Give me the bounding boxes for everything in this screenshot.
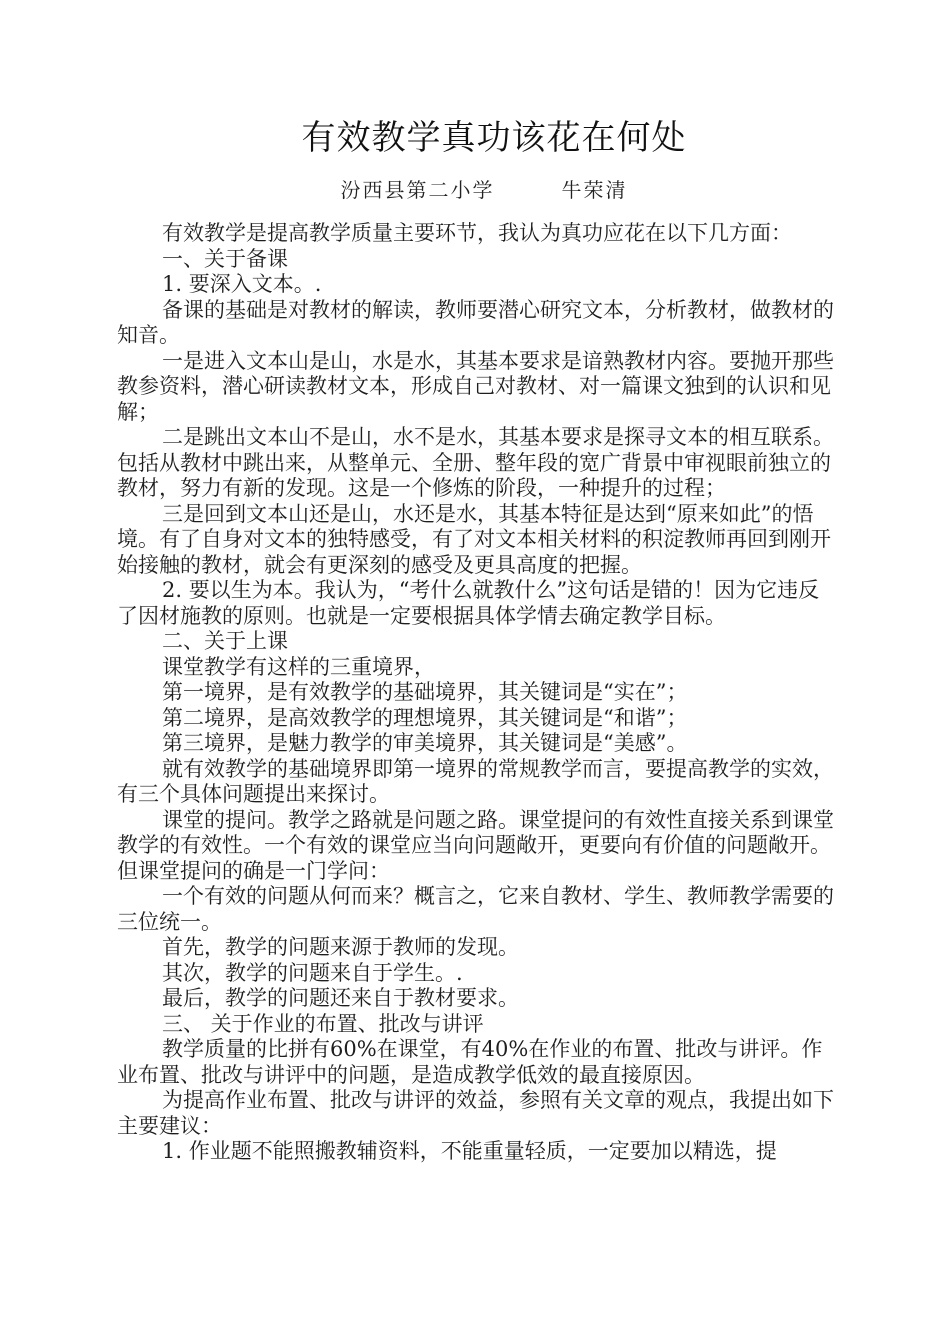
section-heading: 三、 关于作业的布置、批改与讲评 bbox=[162, 1011, 484, 1036]
paragraph: 为提高作业布置、批改与讲评的效益，参照有关文章的观点，我提出如下主要建议： bbox=[117, 1088, 834, 1138]
paragraph: 一是进入文本山是山，水是水，其基本要求是谙熟教材内容。要抛开那些教参资料，潜心研读教材文本，形成自己对教材、对一篇课文独到的认识和见解； bbox=[117, 348, 834, 424]
section-heading: 一、关于备课 bbox=[162, 246, 288, 271]
paragraph: 第一境界，是有效教学的基础境界，其关键词是“实在”； bbox=[162, 680, 688, 704]
paragraph: 课堂的提问。教学之路就是问题之路。课堂提问的有效性直接关系到课堂教学的有效性。一个有效的课堂应当向问题敞开，更要向有价值的问题敞开。但课堂提问的确是一门学问： bbox=[117, 807, 834, 883]
section-heading: 二、关于上课 bbox=[162, 629, 288, 653]
paragraph: 有效教学是提高教学质量主要环节，我认为真功应花在以下几方面： bbox=[162, 221, 792, 245]
subheading: 1. 要深入文本。. bbox=[162, 272, 322, 296]
paragraph: 课堂教学有这样的三重境界， bbox=[162, 654, 435, 679]
paragraph: 一个有效的问题从何而来？概言之，它来自教材、学生、教师教学需要的三位统一。 bbox=[117, 884, 834, 934]
paragraph: 其次，教学的问题来自于学生。. bbox=[162, 960, 463, 985]
paragraph: 就有效教学的基础境界即第一境界的常规教学而言，要提高教学的实效，有三个具体问题提出来探讨。 bbox=[117, 756, 834, 806]
paragraph: 第二境界，是高效教学的理想境界，其关键词是“和谐”； bbox=[162, 705, 688, 730]
paragraph: 三是回到文本山还是山，水还是水，其基本特征是达到“原来如此”的悟境。有了自身对文本的独特感受，有了对文本相关材料的积淀教师再回到刚开始接触的教材，就会有更深刻的感受及更具高度的把握。 bbox=[117, 501, 831, 577]
paragraph: 二是跳出文本山不是山，水不是水，其基本要求是探寻文本的相互联系。包括从教材中跳出来，从整单元、全册、整年段的宽广背景中审视眼前独立的教材，努力有新的发现。这是一个修炼的阶段，一种提升的过程； bbox=[117, 425, 834, 500]
document-author: 汾西县第二小学 牛荣清 bbox=[340, 178, 628, 202]
paragraph: 备课的基础是对教材的解读，教师要潜心研究文本，分析教材，做教材的知音。 bbox=[117, 297, 834, 347]
paragraph: 第三境界，是魅力教学的审美境界，其关键词是“美感”。 bbox=[162, 731, 688, 755]
paragraph: 1. 作业题不能照搬教辅资料，不能重量轻质，一定要加以精选，提 bbox=[162, 1139, 777, 1163]
paragraph: 最后，教学的问题还来自于教材要求。 bbox=[162, 986, 519, 1010]
subheading: 2. 要以生为本。我认为，“考什么就教什么”这句话是错的！因为它违反了因材施教的原则。也就是一定要根据具体学情去确定教学目标。 bbox=[117, 578, 820, 628]
paragraph: 教学质量的比拼有60%在课堂，有40%在作业的布置、批改与讲评。作业布置、批改与讲评中的问题，是造成教学低效的最直接原因。 bbox=[117, 1037, 823, 1087]
document-title: 有效教学真功该花在何处 bbox=[301, 118, 687, 158]
paragraph: 首先，教学的问题来源于教师的发现。 bbox=[162, 935, 519, 959]
document-body bbox=[117, 221, 839, 1165]
